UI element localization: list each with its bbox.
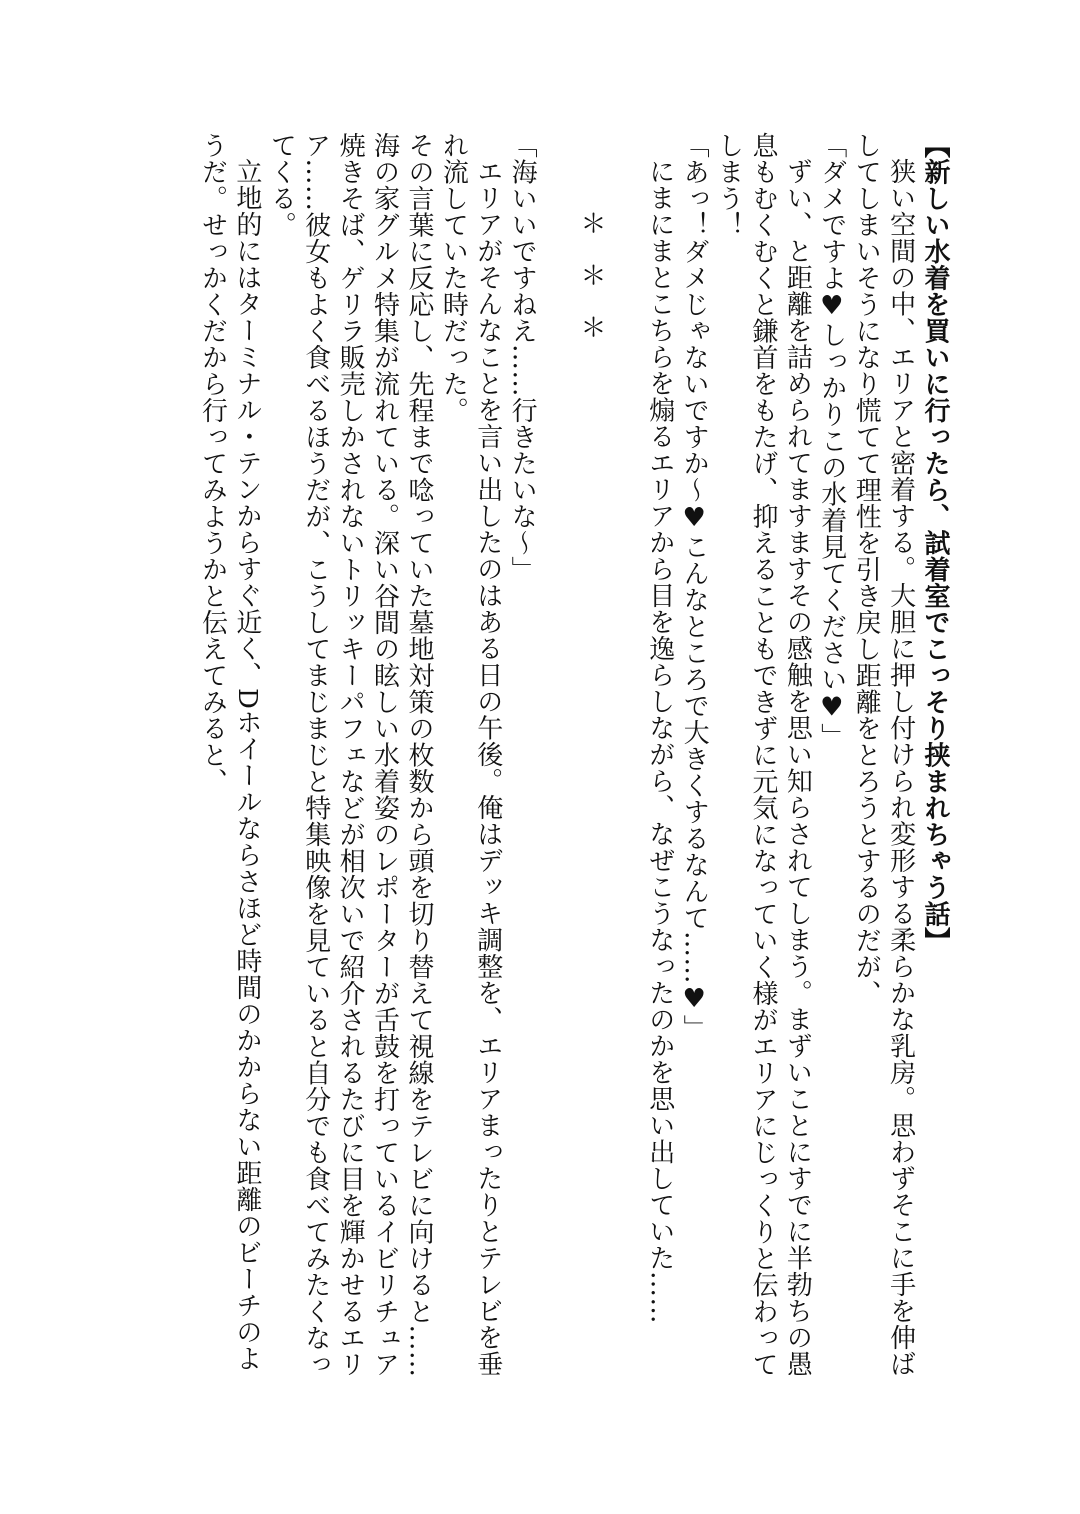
dialogue-3: 「海いいですねえ……行きたいな～」 (507, 132, 538, 583)
blank-line (608, 132, 642, 133)
paragraph-3: にまにまとこちらを煽るエリアから目を逸らしながら、なぜこうなったのかを思い出していた…… (644, 158, 675, 1324)
paragraph-4: エリアがそんなことを言い出したのはある日の午後。俺はデッキ調整を、エリアまったりとテレビを垂れ流していた時だった。 (438, 132, 503, 1377)
paragraph-2: ずい、と距離を詰められてますますその感触を思い知らされてしまう。まずいことにすでに半勃ちの愚息もむくむくと鎌首をもたげ、抑えることもできずに元気になっていく様がエリアにじっくりと伝わってしまう！ (713, 132, 813, 1378)
chapter-title: 【新しい水着を買いに行ったら、試着室でこっそり挟まれちゃう話】 (920, 132, 950, 954)
scene-separator: ＊＊＊ (575, 210, 606, 366)
dialogue-1: 「ダメですよ♥しっかりこの水着見てください♥」 (816, 132, 847, 750)
paragraph-5: その言葉に反応し、先程まで唸っていた墓地対策の枚数から頭を切り替えて視線をテレビに向けると……海の家グルメ特集が流れている。深い谷間の眩しい水着姿のレポーターが舌鼓を打っているイビリチュア焼きそば、ゲリラ販売しかされないトリッキーパフェなどが相次いで紹介されるたびに目を輝かせるエリア……彼女もよく食べるほうだが、こうしてまじまじと特集映像を見ていると自分でも食べてみたくなってくる。 (266, 132, 434, 1378)
paragraph-6: 立地的にはターミナル・テンからすぐ近く、Dホイールならさほど時間のかからない距離のビーチのようだ。せっかくだから行ってみようかと伝えてみると、 (197, 132, 262, 1372)
blank-line (539, 132, 573, 133)
paragraph-1: 狭い空間の中、エリアと密着する。大胆に押し付けられ変形する柔らかな乳房。思わずそこに手を伸ばしてしまいそうになり慌てて理性を引き戻し距離をとろうとするのだが、 (851, 132, 916, 1377)
dialogue-2: 「あっ！ダメじゃないですか～♥こんなところで大きくするなんて……♥」 (679, 132, 710, 1041)
vertical-text-block (195, 132, 952, 1382)
